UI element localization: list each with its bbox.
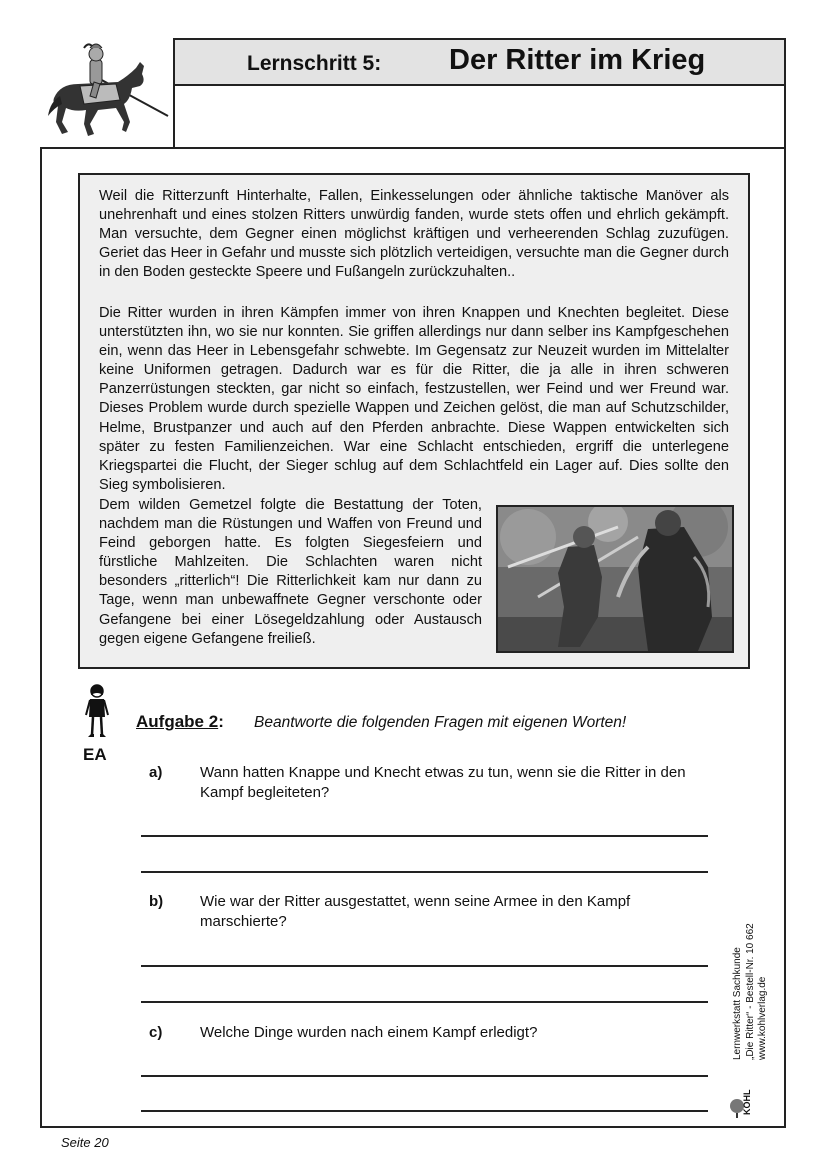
answer-line-c-1[interactable] — [141, 1075, 708, 1077]
publisher-name: KOHL — [742, 1089, 752, 1115]
question-b-text: Wie war der Ritter ausgestattet, wenn seine Armee in den Kampf marschierte? — [200, 893, 631, 930]
question-a-text: Wann hatten Knappe und Knecht etwas zu tun, wenn sie die Ritter in den Kampf begleiteten? — [200, 764, 686, 801]
question-c-letter: c) — [149, 1024, 163, 1041]
imprint-title-order: „Die Ritter“ - Bestell-Nr. 10 662 — [744, 923, 756, 1060]
answer-line-a-2[interactable] — [141, 871, 708, 873]
kohl-publisher-logo — [728, 1060, 754, 1118]
knight-logo-box — [40, 38, 175, 149]
imprint-website: www.kohlverlag.de — [757, 976, 768, 1060]
publisher-imprint — [732, 800, 770, 1060]
task-instruction: Beantworte die folgenden Fragen mit eigenen Worten! — [254, 714, 627, 731]
work-mode-label: EA — [83, 745, 107, 764]
page-number: Seite 20 — [61, 1135, 109, 1150]
knight-on-horse-icon — [40, 38, 171, 145]
question-b-letter: b) — [149, 893, 164, 910]
knights-fighting-photo — [496, 505, 734, 653]
reading-paragraph-2: Die Ritter wurden in ihren Kämpfen immer von ihren Knappen und Knechten begleitet. Diese unterstützten ihn, wo sie nur konnten. Sie griffen allerdings nur dann selber ins Kampfgeschehen ein, wenn das Heer in Lebensgefahr schwebte. Im Gegensatz zur Neuzeit wurden im Mittelalter keine Uniformen getragen. Dadurch war es für die Ritter, die ja alle in ihren schweren Panzerrüstungen steckten, gar nicht so einfach, festzustellen, wer Feind und wer Freund war. Dieses Problem wurde durch spezielle Wappen und Zeichen gelöst, die man auf Schutzschilder, Helme, Brustpanzer und auch auf den Pferden anbrachte. Diese Wappen entwickelten sich später zu festen Familienzeichen. War eine Schlacht entschieden, ergriff die unterlegene Kriegspartei die Flucht, der Sieger schlug auf dem Schlachtfeld ein Lager auf. Dies sollte den Sieg symbolisieren. — [99, 305, 729, 493]
answer-line-b-2[interactable] — [141, 1001, 708, 1003]
answer-line-c-2[interactable] — [141, 1110, 708, 1112]
question-c-text: Welche Dinge wurden nach einem Kampf erledigt? — [200, 1024, 538, 1041]
answer-line-a-1[interactable] — [141, 835, 708, 837]
question-a-letter: a) — [149, 764, 163, 781]
header-divider — [40, 147, 786, 149]
task-title-colon: : — [218, 712, 224, 731]
reading-paragraph-1: Weil die Ritterzunft Hinterhalte, Fallen, Einkesselungen oder ähnliche taktische Manöver als unehrenhaft und eines stolzen Ritters unwürdig fanden, wurde stets offen und ehrlich gekämpft. Man versuchte, dem Gegner einen möglichst kräftigen und verheerenden Schlag zuzufügen. Geriet das Heer in Gefahr und musste sich plötzlich verteidigen, versuchte man die Gegner durch in den Boden gesteckte Speere und Fußangeln zurückzuhalten.. — [99, 188, 729, 281]
page-title: Der Ritter im Krieg — [449, 44, 706, 76]
reading-paragraph-3: Dem wilden Gemetzel folgte die Bestattung der Toten, nachdem man die Rüstungen und Waffen von Freund und Feind geborgen hatte. Es folgten Siegesfeiern und fürstliche Mahlzeiten. Die Schlachten waren nicht besonders „ritterlich“! Die Ritterlichkeit kam nur dann zu Tage, wenn man unbewaffnete Gegner verschonte oder Gefangene bei einer Lösegeldzahlung oder Austausch gegen eigene Gefangene freiließ. — [99, 497, 482, 647]
task-title — [136, 712, 224, 732]
task-title-text: Aufgabe 2 — [136, 712, 219, 731]
answer-line-b-1[interactable] — [141, 965, 708, 967]
imprint-series: Lernwerkstatt Sachkunde — [732, 947, 743, 1060]
student-figure-icon — [84, 683, 110, 743]
lesson-step-label: Lernschritt 5: — [247, 52, 382, 75]
